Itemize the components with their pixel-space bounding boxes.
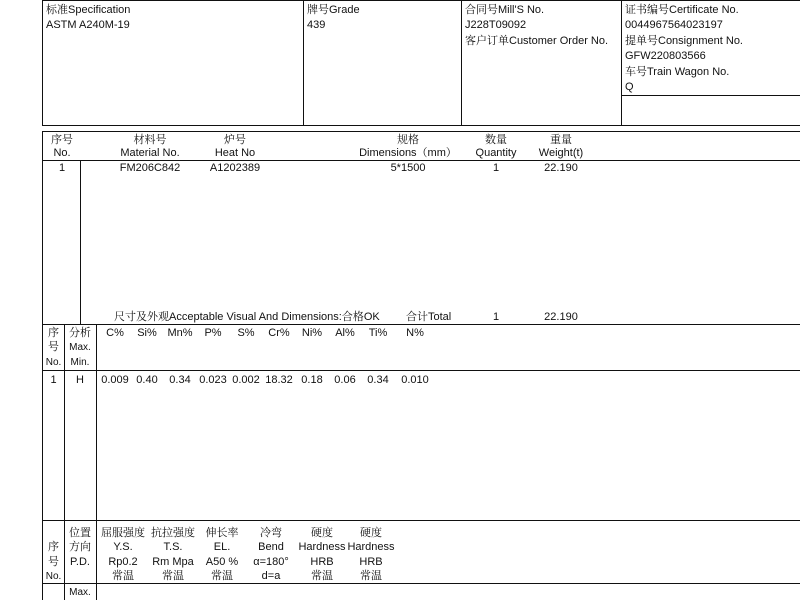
chem-anal-cn: 分析 [69, 327, 91, 339]
item-no: 1 [58, 162, 66, 174]
chem-col-line-2 [96, 324, 97, 520]
chem-value-s: 0.002 [232, 374, 260, 386]
mech-tensile-en: T.S. [163, 541, 183, 553]
chem-value-cr: 18.32 [265, 374, 293, 386]
items-heat-cn: 炉号 [224, 134, 246, 146]
chem-min: Min. [70, 357, 90, 368]
mech-yield-unit: Rp0.2 [108, 556, 138, 568]
header-left-border [42, 0, 43, 125]
mech-hard2-cn: 硬度 [360, 527, 382, 539]
item-qty: 1 [492, 162, 500, 174]
spec-label: 标准Specification [46, 4, 131, 16]
mech-max: Max. [69, 587, 91, 598]
chem-row-type: H [76, 374, 84, 386]
mech-tensile-temp: 常温 [162, 570, 184, 582]
visual-check-text: 尺寸及外观Acceptable Visual And Dimensions:合格OK [114, 311, 380, 323]
mech-no-en: No. [45, 571, 62, 582]
total-label: 合计Total [406, 311, 452, 323]
item-dim: 5*1500 [390, 162, 426, 174]
cert-value: 0044967564023197 [625, 19, 723, 31]
wagon-label: 车号Train Wagon No. [625, 66, 730, 78]
mech-bend-unit: α=180° [253, 556, 289, 568]
chem-header-underline [42, 370, 800, 371]
cert-label: 证书编号Certificate No. [625, 4, 739, 16]
items-no-cn: 序号 [51, 134, 73, 146]
mill-value: J228T09092 [465, 19, 527, 31]
mech-yield-cn: 屈服强度 [101, 527, 145, 539]
items-dim-en: Dimensions（mm） [359, 147, 457, 159]
items-weight-en: Weight(t) [538, 147, 584, 159]
mech-hard2-unit: HRB [359, 556, 383, 568]
chem-element-c: C% [106, 327, 124, 339]
mech-hard1-unit: HRB [310, 556, 334, 568]
mech-no-cn-2: 号 [48, 556, 59, 568]
chem-no-en: No. [45, 357, 62, 368]
mech-bend-en: Bend [258, 541, 284, 553]
chem-element-al: Al% [335, 327, 355, 339]
item-weight: 22.190 [544, 162, 578, 174]
chem-value-c: 0.009 [101, 374, 129, 386]
items-qty-en: Quantity [475, 147, 517, 159]
header-wagon-underline [621, 95, 800, 96]
mech-tensile-unit: Rm Mpa [152, 556, 194, 568]
mill-label: 合同号Mill'S No. [465, 4, 545, 16]
mech-top-border [42, 520, 800, 521]
mech-hard2-en: Hardness [347, 541, 395, 553]
chem-element-ti: Ti% [368, 327, 388, 339]
items-dim-cn: 规格 [397, 134, 419, 146]
header-top-border [42, 0, 800, 1]
chem-element-si: Si% [137, 327, 157, 339]
items-qty-cn: 数量 [485, 134, 507, 146]
mech-elong-en: EL. [213, 541, 231, 553]
items-no-en: No. [53, 147, 71, 159]
grade-label: 牌号Grade [307, 4, 360, 16]
mech-no-cn-1: 序 [48, 541, 59, 553]
chem-row-no: 1 [50, 374, 57, 386]
mech-elong-cn: 伸长率 [205, 527, 239, 539]
mech-yield-temp: 常温 [112, 570, 134, 582]
chem-no-cn-2: 号 [48, 341, 59, 353]
grade-value: 439 [307, 19, 326, 31]
wagon-value: Q [625, 81, 634, 93]
mech-yield-en: Y.S. [113, 541, 133, 553]
items-header-underline [42, 160, 800, 161]
mech-pos-cn-2: 方向 [69, 541, 91, 553]
chem-element-mn: Mn% [167, 327, 193, 339]
chem-value-p: 0.023 [199, 374, 227, 386]
chem-value-n: 0.010 [401, 374, 429, 386]
chem-element-ni: Ni% [301, 327, 323, 339]
mech-bend-cn: 冷弯 [260, 527, 282, 539]
items-material-cn: 材料号 [133, 134, 167, 146]
items-no-column-line [80, 160, 81, 324]
mech-hard2-temp: 常温 [360, 570, 382, 582]
mech-bend-temp: d=a [261, 570, 281, 582]
spec-value: ASTM A240M-19 [46, 19, 130, 31]
header-divider-1 [303, 0, 304, 125]
item-heat: A1202389 [209, 162, 261, 174]
item-material: FM206C842 [119, 162, 181, 174]
chem-max: Max. [69, 342, 91, 353]
chem-value-ni: 0.18 [301, 374, 323, 386]
chem-no-cn-1: 序 [48, 327, 59, 339]
items-material-en: Material No. [120, 147, 180, 159]
mech-pos-cn-1: 位置 [69, 527, 91, 539]
header-divider-3 [621, 0, 622, 125]
mech-tensile-cn: 抗拉强度 [151, 527, 195, 539]
mech-header-underline [42, 583, 800, 584]
total-qty: 1 [492, 311, 500, 323]
chem-element-p: P% [204, 327, 222, 339]
total-weight: 22.190 [544, 311, 578, 323]
mech-hard1-en: Hardness [298, 541, 346, 553]
chem-value-ti: 0.34 [367, 374, 389, 386]
chem-value-mn: 0.34 [169, 374, 191, 386]
mech-hard1-temp: 常温 [311, 570, 333, 582]
header-divider-2 [461, 0, 462, 125]
chem-element-s: S% [237, 327, 255, 339]
consign-value: GFW220803566 [625, 50, 706, 62]
mech-hard1-cn: 硬度 [311, 527, 333, 539]
consign-label: 提单号Consignment No. [625, 35, 743, 47]
mech-elong-temp: 常温 [211, 570, 233, 582]
header-bottom-border [42, 125, 800, 126]
items-heat-en: Heat No [214, 147, 256, 159]
chem-top-border [42, 324, 800, 325]
chem-value-si: 0.40 [136, 374, 158, 386]
mech-pos-en: P.D. [70, 556, 90, 568]
mech-elong-unit: A50 % [205, 556, 239, 568]
chem-element-n: N% [406, 327, 424, 339]
order-label: 客户订单Customer Order No. [465, 35, 609, 47]
items-top-border [42, 131, 800, 132]
chem-value-al: 0.06 [334, 374, 356, 386]
chem-element-cr: Cr% [268, 327, 290, 339]
items-weight-cn: 重量 [550, 134, 572, 146]
